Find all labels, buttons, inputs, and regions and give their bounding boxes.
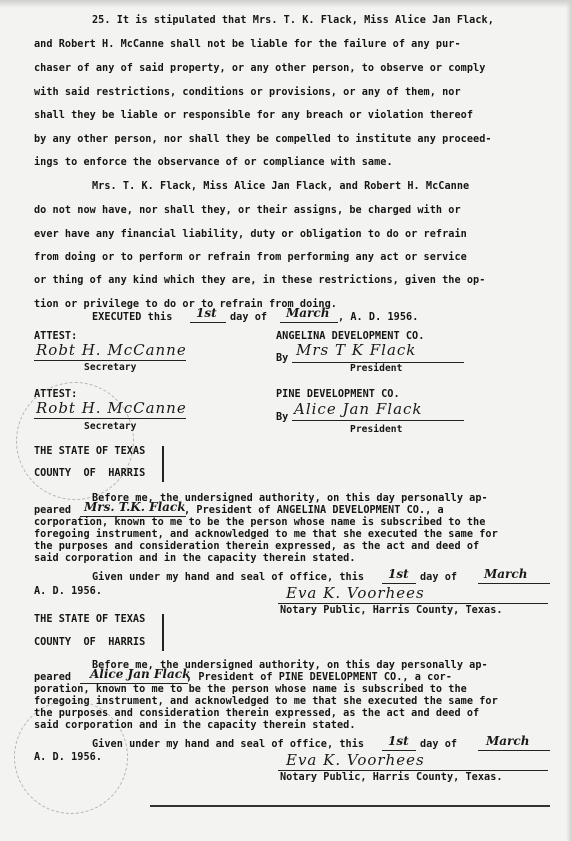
executed-month-underline [280, 322, 338, 323]
para26-line-1: Mrs. T. K. Flack, Miss Alice Jan Flack, and Robert H. McCanne [92, 181, 470, 192]
para25-line-5: shall they be liable or responsible for any breach or violation thereof [34, 110, 474, 121]
secretary-label-1: Secretary [84, 362, 137, 373]
para26-line-6: tion or privilege to do or to refrain from doing. [34, 299, 337, 310]
ack2-ad-year: A. D. 1956. [34, 752, 103, 763]
ack1-line-6: said corporation and in the capacity therein stated. [34, 553, 356, 564]
president-signature-line-2 [292, 420, 464, 421]
para25-line-3: chaser of any of said property, or any other person, to observe or comply [34, 63, 486, 74]
attest-signature-2: Robt H. McCanne [36, 399, 187, 417]
para25-line-2: and Robert H. McCanne shall not be liable for the failure of any pur- [34, 39, 461, 50]
scan-shadow-right [566, 0, 572, 841]
ack1-ad-year: A. D. 1956. [34, 586, 103, 597]
executed-suffix: , A. D. 1956. [338, 312, 419, 323]
company-name-1: ANGELINA DEVELOPMENT CO. [276, 331, 425, 342]
notary-seal-impression-2 [14, 700, 128, 814]
para26-line-4: from doing or to perform or refrain from performing any act or service [34, 252, 467, 263]
ack2-notary-label: Notary Public, Harris County, Texas. [280, 772, 503, 783]
para25-line-1: 25. It is stipulated that Mrs. T. K. Flack, Miss Alice Jan Flack, [92, 15, 494, 26]
by-label-1: By [276, 353, 289, 364]
executed-month-fill: March [286, 306, 330, 320]
ack2-line-3: poration, known to me to be the person whose name is subscribed to the [34, 684, 467, 695]
para25-line-4: with said restrictions, conditions or provisions, or any of them, nor [34, 87, 461, 98]
ack1-county: COUNTY OF HARRIS [34, 468, 146, 479]
ack1-line-1: Before me, the undersigned authority, on this day personally ap- [92, 493, 488, 504]
scan-shadow-top [0, 0, 572, 8]
para25-line-7: ings to enforce the observance of or compliance with same. [34, 157, 393, 168]
ack2-venue-brace [162, 614, 164, 651]
president-label-2: President [350, 424, 403, 435]
company-name-2: PINE DEVELOPMENT CO. [276, 389, 400, 400]
executed-prefix: EXECUTED this [92, 312, 173, 323]
ack1-given-month-underline [478, 583, 550, 584]
executed-mid: day of [230, 312, 268, 323]
ack1-notary-label: Notary Public, Harris County, Texas. [280, 605, 503, 616]
president-signature-1: Mrs T K Flack [296, 341, 417, 359]
ack2-given-month-fill: March [486, 734, 530, 748]
ack2-line-4: foregoing instrument, and acknowledged to me that she executed the same for [34, 696, 498, 707]
para26-line-5: or thing of any kind which they are, in these restrictions, given the op- [34, 275, 486, 286]
ack1-given-mid: day of [420, 572, 458, 583]
executed-day-underline [190, 322, 226, 323]
ack1-line-5: the purposes and consideration therein expressed, as the act and deed of [34, 541, 480, 552]
ack1-line-3: corporation, known to me to be the person whose name is subscribed to the [34, 517, 486, 528]
ack1-line-4: foregoing instrument, and acknowledged to me that she executed the same for [34, 529, 498, 540]
ack2-given-month-underline [478, 750, 550, 751]
by-label-2: By [276, 412, 289, 423]
ack1-given-prefix: Given under my hand and seal of office, this [92, 572, 365, 583]
ack1-notary-signature: Eva K. Voorhees [286, 584, 425, 602]
ack1-venue-brace [162, 446, 164, 482]
para26-line-2: do not now have, nor shall they, or their assigns, be charged with or [34, 205, 461, 216]
ack1-state: THE STATE OF TEXAS [34, 446, 146, 457]
ack1-line-2-prefix: peared [34, 505, 72, 516]
ack2-line-2-suffix: , President of PINE DEVELOPMENT CO., a cor- [186, 672, 452, 683]
ack2-line-1: Before me, the undersigned authority, on this day personally ap- [92, 660, 488, 671]
ack2-county: COUNTY OF HARRIS [34, 637, 146, 648]
attest-label-2: ATTEST: [34, 389, 78, 400]
ack2-given-day-fill: 1st [388, 734, 409, 748]
ack2-state: THE STATE OF TEXAS [34, 614, 146, 625]
ack2-appearer-fill: Alice Jan Flack [90, 667, 191, 681]
ack2-line-5: the purposes and consideration therein expressed, as the act and deed of [34, 708, 480, 719]
attest-label-1: ATTEST: [34, 331, 78, 342]
ack2-line-2-prefix: peared [34, 672, 72, 683]
notary-seal-impression-1 [16, 382, 137, 500]
president-signature-2: Alice Jan Flack [294, 400, 423, 418]
secretary-label-2: Secretary [84, 421, 137, 432]
attest-signature-line-1 [34, 360, 186, 361]
president-label-1: President [350, 363, 403, 374]
ack2-given-mid: day of [420, 739, 458, 750]
ack1-given-month-fill: March [484, 567, 528, 581]
ack1-appearer-fill: Mrs. T.K. Flack [84, 500, 186, 514]
ack1-given-day-fill: 1st [388, 567, 409, 581]
ack2-line-6: said corporation and in the capacity therein stated. [34, 720, 356, 731]
ack1-notary-signature-line [278, 603, 548, 604]
ack2-notary-signature: Eva K. Voorhees [286, 751, 425, 769]
executed-day-fill: 1st [196, 306, 217, 320]
ack1-line-2-suffix: , President of ANGELINA DEVELOPMENT CO., a [184, 505, 444, 516]
para26-line-3: ever have any financial liability, duty or obligation to do or refrain [34, 229, 467, 240]
attest-signature-1: Robt H. McCanne [36, 341, 187, 359]
page-bottom-rule [150, 805, 550, 807]
ack2-notary-signature-line [278, 770, 548, 771]
para25-line-6: by any other person, nor shall they be compelled to institute any proceed- [34, 134, 492, 145]
ack2-given-prefix: Given under my hand and seal of office, this [92, 739, 365, 750]
